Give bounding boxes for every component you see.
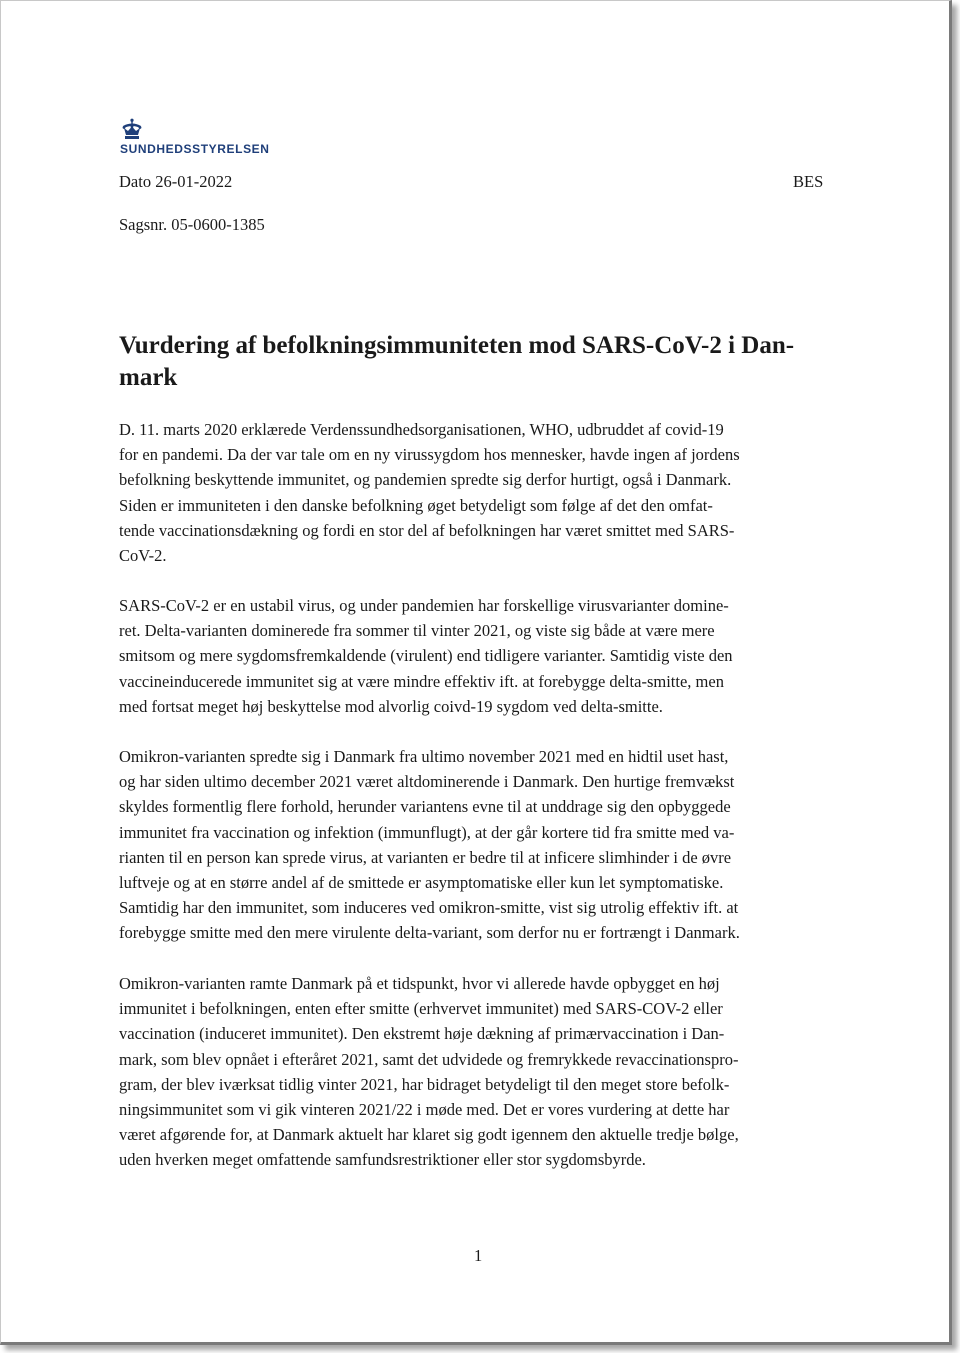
paragraph-line: smitsom og mere sygdomsfremkaldende (virulent) end tidligere varianter. Samtidig viste den: [119, 646, 733, 666]
paragraph-line: tende vaccinationsdækning og fordi en stor del af befolkningen har været smittet med SARS-: [119, 520, 735, 540]
paragraph-line: og har siden ultimo december 2021 været altdominerende i Danmark. Den hurtige fremvækst: [119, 772, 735, 792]
paragraph-line: ret. Delta-varianten dominerede fra sommer til vinter 2021, og viste sig både at være mere: [119, 621, 715, 641]
document-date: Dato 26-01-2022: [119, 172, 233, 191]
paragraph-line: rianten til en person kan sprede virus, at varianten er bedre til at inficere slimhinder i de øvre: [119, 847, 732, 867]
paragraph-line: SARS-CoV-2 er en ustabil virus, og under pandemien har forskellige virusvarianter domine-: [119, 596, 729, 615]
paragraph-line: immunitet i befolkningen, enten efter smitte (erhvervet immunitet) med SARS-COV-2 eller: [119, 999, 723, 1019]
paragraph-3: [119, 744, 841, 946]
title-line: Vurdering af befolkningsimmuniteten mod SARS-CoV-2 i Dan-: [119, 332, 795, 359]
paragraph-line: skyldes formentlig flere forhold, herunder variantens evne til at unddrage sig den opbyggede: [119, 797, 731, 817]
paragraph-line: luftveje og at en større andel af de smittede er asymptomatiske eller kun let symptomatiske.: [119, 873, 724, 893]
logo-text: SUNDHEDSSTYRELSEN: [120, 142, 270, 156]
paragraph-line: CoV-2.: [119, 546, 167, 566]
author-initials: BES: [793, 172, 824, 191]
paragraph-line: været afgørende for, at Danmark aktuelt har klaret sig godt igennem den aktuelle tredje bølge,: [119, 1125, 739, 1145]
paragraph-line: D. 11. marts 2020 erklærede Verdenssundhedsorganisationen, WHO, udbruddet af covid-19: [119, 420, 724, 439]
paragraph-line: Omikron-varianten spredte sig i Danmark fra ultimo november 2021 med en hidtil uset hast,: [119, 747, 729, 766]
paragraph-1: [119, 417, 841, 568]
paragraph-line: gram, der blev iværksat tidlig vinter 2021, har bidraget betydeligt til den meget store befolk-: [119, 1074, 730, 1094]
logo: [119, 118, 319, 158]
title-line: mark: [119, 364, 178, 391]
paragraph-line: forebygge smitte med den mere virulente delta-variant, som derfor nu er fortrængt i Danmark.: [119, 923, 740, 943]
paragraph-line: ningsimmunitet som vi gik vinteren 2021/22 i møde med. Det er vores vurdering at dette har: [119, 1100, 730, 1120]
document-title: [119, 330, 829, 394]
case-number: Sagsnr. 05-0600-1385: [119, 215, 265, 234]
paragraph-line: Siden er immuniteten i den danske befolkning øget betydeligt som følge af det den omfat-: [119, 495, 713, 515]
paragraph-line: mark, som blev opnået i efteråret 2021, samt det udvidede og fremrykkede revaccinationspro-: [119, 1049, 739, 1069]
paragraph-line: vaccination (induceret immunitet). Den ekstremt høje dækning af primærvaccination i Dan-: [119, 1024, 725, 1044]
paragraph-line: Samtidig har den immunitet, som induceres ved omikron-smitte, vist sig utrolig effektiv ift. at: [119, 898, 739, 918]
paragraph-4: [119, 971, 841, 1173]
paragraph-line: for en pandemi. Da der var tale om en ny virussygdom hos mennesker, havde ingen af jordens: [119, 445, 740, 465]
crown-icon: [119, 118, 145, 142]
paragraph-line: befolkning beskyttende immunitet, og pandemien spredte sig derfor hurtigt, også i Danmark.: [119, 470, 732, 490]
page-number: 1: [474, 1246, 483, 1265]
paragraph-line: vaccineinducerede immunitet sig at være mindre effektiv ift. at forebygge delta-smitte, men: [119, 671, 724, 691]
paragraph-line: immunitet fra vaccination og infektion (immunflugt), at der går kortere tid fra smitte med va-: [119, 822, 735, 842]
paragraph-2: [119, 593, 841, 719]
paragraph-line: uden hverken meget omfattende samfundsrestriktioner eller stor sygdomsbyrde.: [119, 1150, 646, 1170]
paragraph-line: med fortsat meget høj beskyttelse mod alvorlig coivd-19 sygdom ved delta-smitte.: [119, 696, 663, 716]
paragraph-line: Omikron-varianten ramte Danmark på et tidspunkt, hvor vi allerede havde opbygget en høj: [119, 974, 720, 993]
